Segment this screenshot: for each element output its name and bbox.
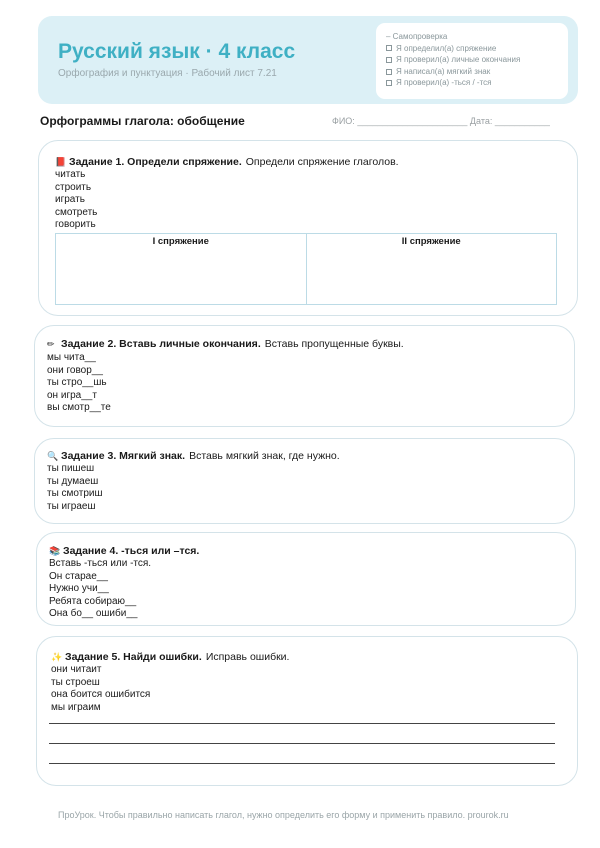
sparkles-icon: ✨ [51,652,63,662]
checkbox-icon[interactable] [386,45,392,51]
list-item[interactable]: Он старае__ [49,570,108,582]
task-instruction: Вставь -ться или -тся. [49,558,152,569]
task-title: Задание 1. Определи спряжение. [69,156,242,168]
magnifier-icon: 🔍 [47,451,59,461]
list-item: мы играим [51,701,101,713]
checkbox-icon[interactable] [386,69,392,75]
task-card-2 [34,325,575,427]
task-card-4 [36,532,576,626]
task-card-3 [34,438,575,524]
list-item[interactable]: вы смотр__те [47,402,111,414]
name-date-fields[interactable]: ФИО: ______________________ Дата: ___________ [332,116,550,126]
answer-line[interactable] [49,723,555,724]
task-instruction: Исправь ошибки. [205,651,290,663]
list-item[interactable]: мы чита__ [47,352,96,363]
task-instruction: Вставь мягкий знак, где нужно. [189,450,340,462]
list-item: ты строеш [51,676,100,688]
list-item[interactable]: он игра__т [47,389,97,401]
self-check-title: – Самопроверка [386,32,448,41]
list-item[interactable]: ты стро__шь [47,377,107,389]
list-item: играть [55,194,85,206]
word-list [55,169,97,232]
exercise-lines [47,463,103,513]
task-instruction: Определи спряжение глаголов. [245,156,399,168]
task-card-1 [38,140,578,316]
task-header [47,450,340,463]
exercise-lines [47,352,111,415]
list-item[interactable]: ты смотриш [47,488,103,500]
subject-title: Русский язык · 4 класс [58,40,296,63]
task-title: Задание 5. Найди ошибки. [65,651,202,663]
worksheet-title-row [40,114,570,130]
page-footer: ПроУрок. Чтобы правильно написать глагол, нужно определить его форму и применить правило. prourok.ru [58,810,509,820]
task-header [47,338,404,351]
task-title: Задание 3. Мягкий знак. [61,450,186,462]
book-icon: 📕 [55,157,67,167]
list-item[interactable]: Она бо__ ошиби__ [49,608,138,620]
list-item[interactable]: они говор__ [47,364,103,376]
checkbox-icon[interactable] [386,57,392,63]
list-item: читать [55,169,86,180]
list-item[interactable]: Ребята собираю__ [49,595,137,607]
list-item: строить [55,181,92,193]
task-instruction: Вставь пропущенные буквы. [264,338,404,350]
exercise-lines [49,558,151,621]
subject-subtitle: Орфография и пунктуация · Рабочий лист 7.21 [58,68,277,79]
checkbox-icon[interactable] [386,80,392,86]
worksheet-title: Орфограммы глагола: обобщение [40,114,245,128]
list-item: говорить [55,219,96,231]
conjugation-column-1[interactable]: I спряжение [56,234,307,304]
self-check-item[interactable]: Я проверил(а) -ться / -тся [386,77,558,89]
answer-line[interactable] [49,743,555,744]
self-check-item[interactable]: Я определил(а) спряжение [386,43,558,55]
answer-line[interactable] [49,763,555,764]
pencil-icon: ✏ [47,339,55,349]
worksheet-header [38,16,578,104]
task-card-5 [36,636,578,786]
list-item[interactable]: ты играеш [47,500,96,512]
self-check-list [376,23,568,99]
conjugation-column-2[interactable]: II спряжение [401,236,461,247]
exercise-lines [51,664,150,714]
list-item: она боится ошибится [51,689,151,701]
list-item[interactable]: ты думаеш [47,475,99,487]
list-item[interactable]: ты пишеш [47,463,95,474]
list-item: смотреть [55,206,98,218]
list-item[interactable]: Нужно учи__ [49,583,109,595]
task-title: Задание 2. Вставь личные окончания. [61,338,261,350]
task-header [51,651,289,664]
task-header [55,156,399,169]
self-check-item[interactable]: Я написал(а) мягкий знак [386,66,558,78]
task-title: Задание 4. -ться или –тся. [63,545,200,557]
conjugation-table [55,233,557,305]
books-icon: 📚 [49,546,61,556]
list-item: они читаит [51,664,102,675]
self-check-item[interactable]: Я проверил(а) личные окончания [386,54,558,66]
task-header [49,545,203,558]
